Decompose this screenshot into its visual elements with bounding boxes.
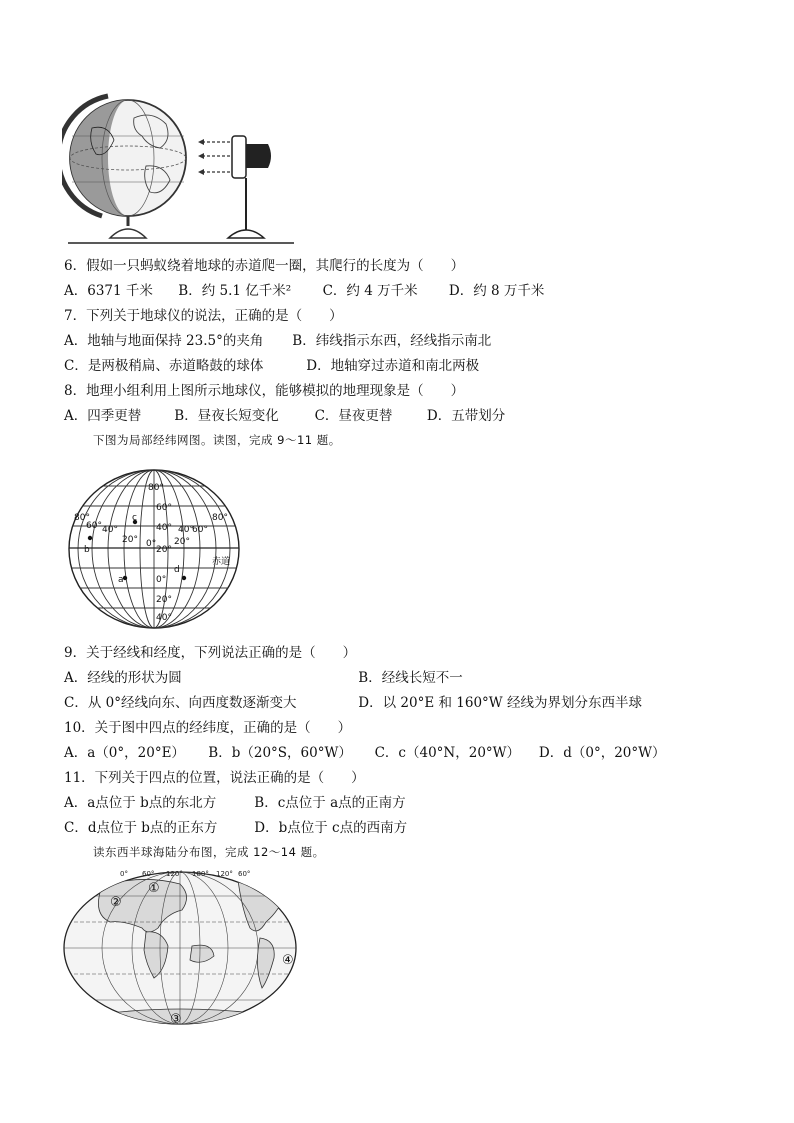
lon-label-80w: 80°: [74, 513, 90, 523]
lat-label-20s: 20°: [156, 595, 172, 605]
lat-label-60: 60°: [156, 503, 172, 513]
question-10-stem: 10．关于图中四点的经纬度，正确的是（ ）: [64, 720, 352, 736]
question-10-option-d[interactable]: D．d（0°，20°W）: [538, 745, 666, 761]
question-7-stem: 7．下列关于地球仪的说法，正确的是（ ）: [64, 308, 343, 324]
lon-label-60e: 60°: [192, 525, 208, 535]
world-lon-120e: 120°: [166, 870, 183, 878]
question-6-option-b[interactable]: B．约 5.1 亿千米²: [178, 283, 292, 299]
region-3-label: ③: [170, 1012, 182, 1027]
world-map: [62, 866, 298, 1028]
question-11-options-row2: [64, 819, 407, 837]
region-4-label: ④: [282, 953, 294, 968]
question-11-option-d[interactable]: D．b点位于 c点的西南方: [254, 820, 408, 836]
lon-label-20w: 20°: [122, 535, 138, 545]
question-9-stem: 9．关于经线和经度，下列说法正确的是（ ）: [64, 645, 357, 661]
question-11-option-c[interactable]: C．d点位于 b点的正东方: [64, 820, 218, 836]
question-11-options-row1: [64, 794, 406, 812]
question-8-option-a[interactable]: A．四季更替: [64, 408, 142, 424]
question-9-option-c[interactable]: C．从 0°经线向东、向西度数逐渐变大: [64, 695, 297, 711]
lon-label-20e: 20°: [174, 537, 190, 547]
graticule-map: [66, 468, 242, 630]
question-8-option-d[interactable]: D．五带划分: [426, 408, 506, 424]
world-lon-120w: 120°: [216, 870, 233, 878]
question-6-stem: 6．假如一只蚂蚁绕着地球的赤道爬一圈，其爬行的长度为（ ）: [64, 258, 465, 274]
point-c-label: c: [132, 513, 137, 523]
region-2-label: ②: [110, 895, 122, 910]
question-10-option-a[interactable]: A．a（0°，20°E）: [64, 745, 185, 761]
lon-label-40e: 40°: [178, 525, 194, 535]
lat-label-80: 80°: [148, 483, 164, 493]
question-9-option-a[interactable]: A．经线的形状为圆: [64, 670, 182, 686]
question-7-options-row1: [64, 332, 491, 350]
lat-label-20n: 20°: [156, 545, 172, 555]
lon-label-80e: 80°: [212, 513, 228, 523]
point-d-label: d: [174, 565, 180, 575]
question-9-options-row1: [64, 669, 463, 687]
question-8-stem: 8．地理小组利用上图所示地球仪，能够模拟的地理现象是（ ）: [64, 383, 465, 399]
world-lon-60e: 60°: [142, 870, 155, 878]
question-7-options-row2: [64, 357, 479, 375]
question-8-option-c[interactable]: C．昼夜更替: [314, 408, 393, 424]
globe-fan-figure: [62, 88, 302, 248]
lat-label-40: 40°: [156, 523, 172, 533]
question-7-option-a[interactable]: A．地轴与地面保持 23.5°的夹角: [64, 333, 264, 349]
question-7-option-c[interactable]: C．是两极稍扁、赤道略鼓的球体: [64, 358, 264, 374]
question-8-option-b[interactable]: B．昼夜长短变化: [174, 408, 279, 424]
world-lon-0: 0°: [120, 870, 128, 878]
point-b-label: b: [84, 545, 90, 555]
question-10-option-c[interactable]: C．c（40°N，20°W）: [374, 745, 521, 761]
question-10-option-b[interactable]: B．b（20°S，60°W）: [208, 745, 352, 761]
question-11-option-b[interactable]: B．c点位于 a点的正南方: [254, 795, 406, 811]
region-1-label: ①: [148, 881, 160, 896]
question-11-option-a[interactable]: A．a点位于 b点的东北方: [64, 795, 217, 811]
question-11-stem: 11．下列关于四点的位置，说法正确的是（ ）: [64, 770, 365, 786]
question-6-option-d[interactable]: D．约 8 万千米: [448, 283, 545, 299]
world-map-intro: 读东西半球海陆分布图，完成 12～14 题。: [93, 845, 325, 859]
lat-label-0: 0°: [156, 575, 167, 585]
question-10-options: [64, 744, 666, 762]
question-8-options: [64, 407, 505, 425]
equator-label: 赤道: [212, 557, 231, 567]
question-6-option-a[interactable]: A．6371 千米: [64, 283, 153, 299]
lon-label-0: 0°: [146, 539, 157, 549]
question-6-options: [64, 282, 544, 300]
question-7-option-b[interactable]: B．纬线指示东西，经线指示南北: [292, 333, 492, 349]
world-lon-180: 180°: [192, 870, 209, 878]
question-9-option-d[interactable]: D．以 20°E 和 160°W 经线为界划分东西半球: [358, 695, 642, 711]
question-7-option-d[interactable]: D．地轴穿过赤道和南北两极: [306, 358, 480, 374]
lon-label-60w: 60°: [86, 521, 102, 531]
question-6-option-c[interactable]: C．约 4 万千米: [322, 283, 418, 299]
question-9-option-b[interactable]: B．经线长短不一: [358, 670, 463, 686]
world-lon-60w: 60°: [238, 870, 251, 878]
question-9-options-row2: [64, 694, 642, 712]
point-a-label: a: [118, 575, 124, 585]
grid-map-intro: 下图为局部经纬网图。读图，完成 9～11 题。: [93, 433, 341, 447]
lat-label-40s: 40°: [156, 613, 172, 623]
lon-label-40w: 40°: [102, 525, 118, 535]
